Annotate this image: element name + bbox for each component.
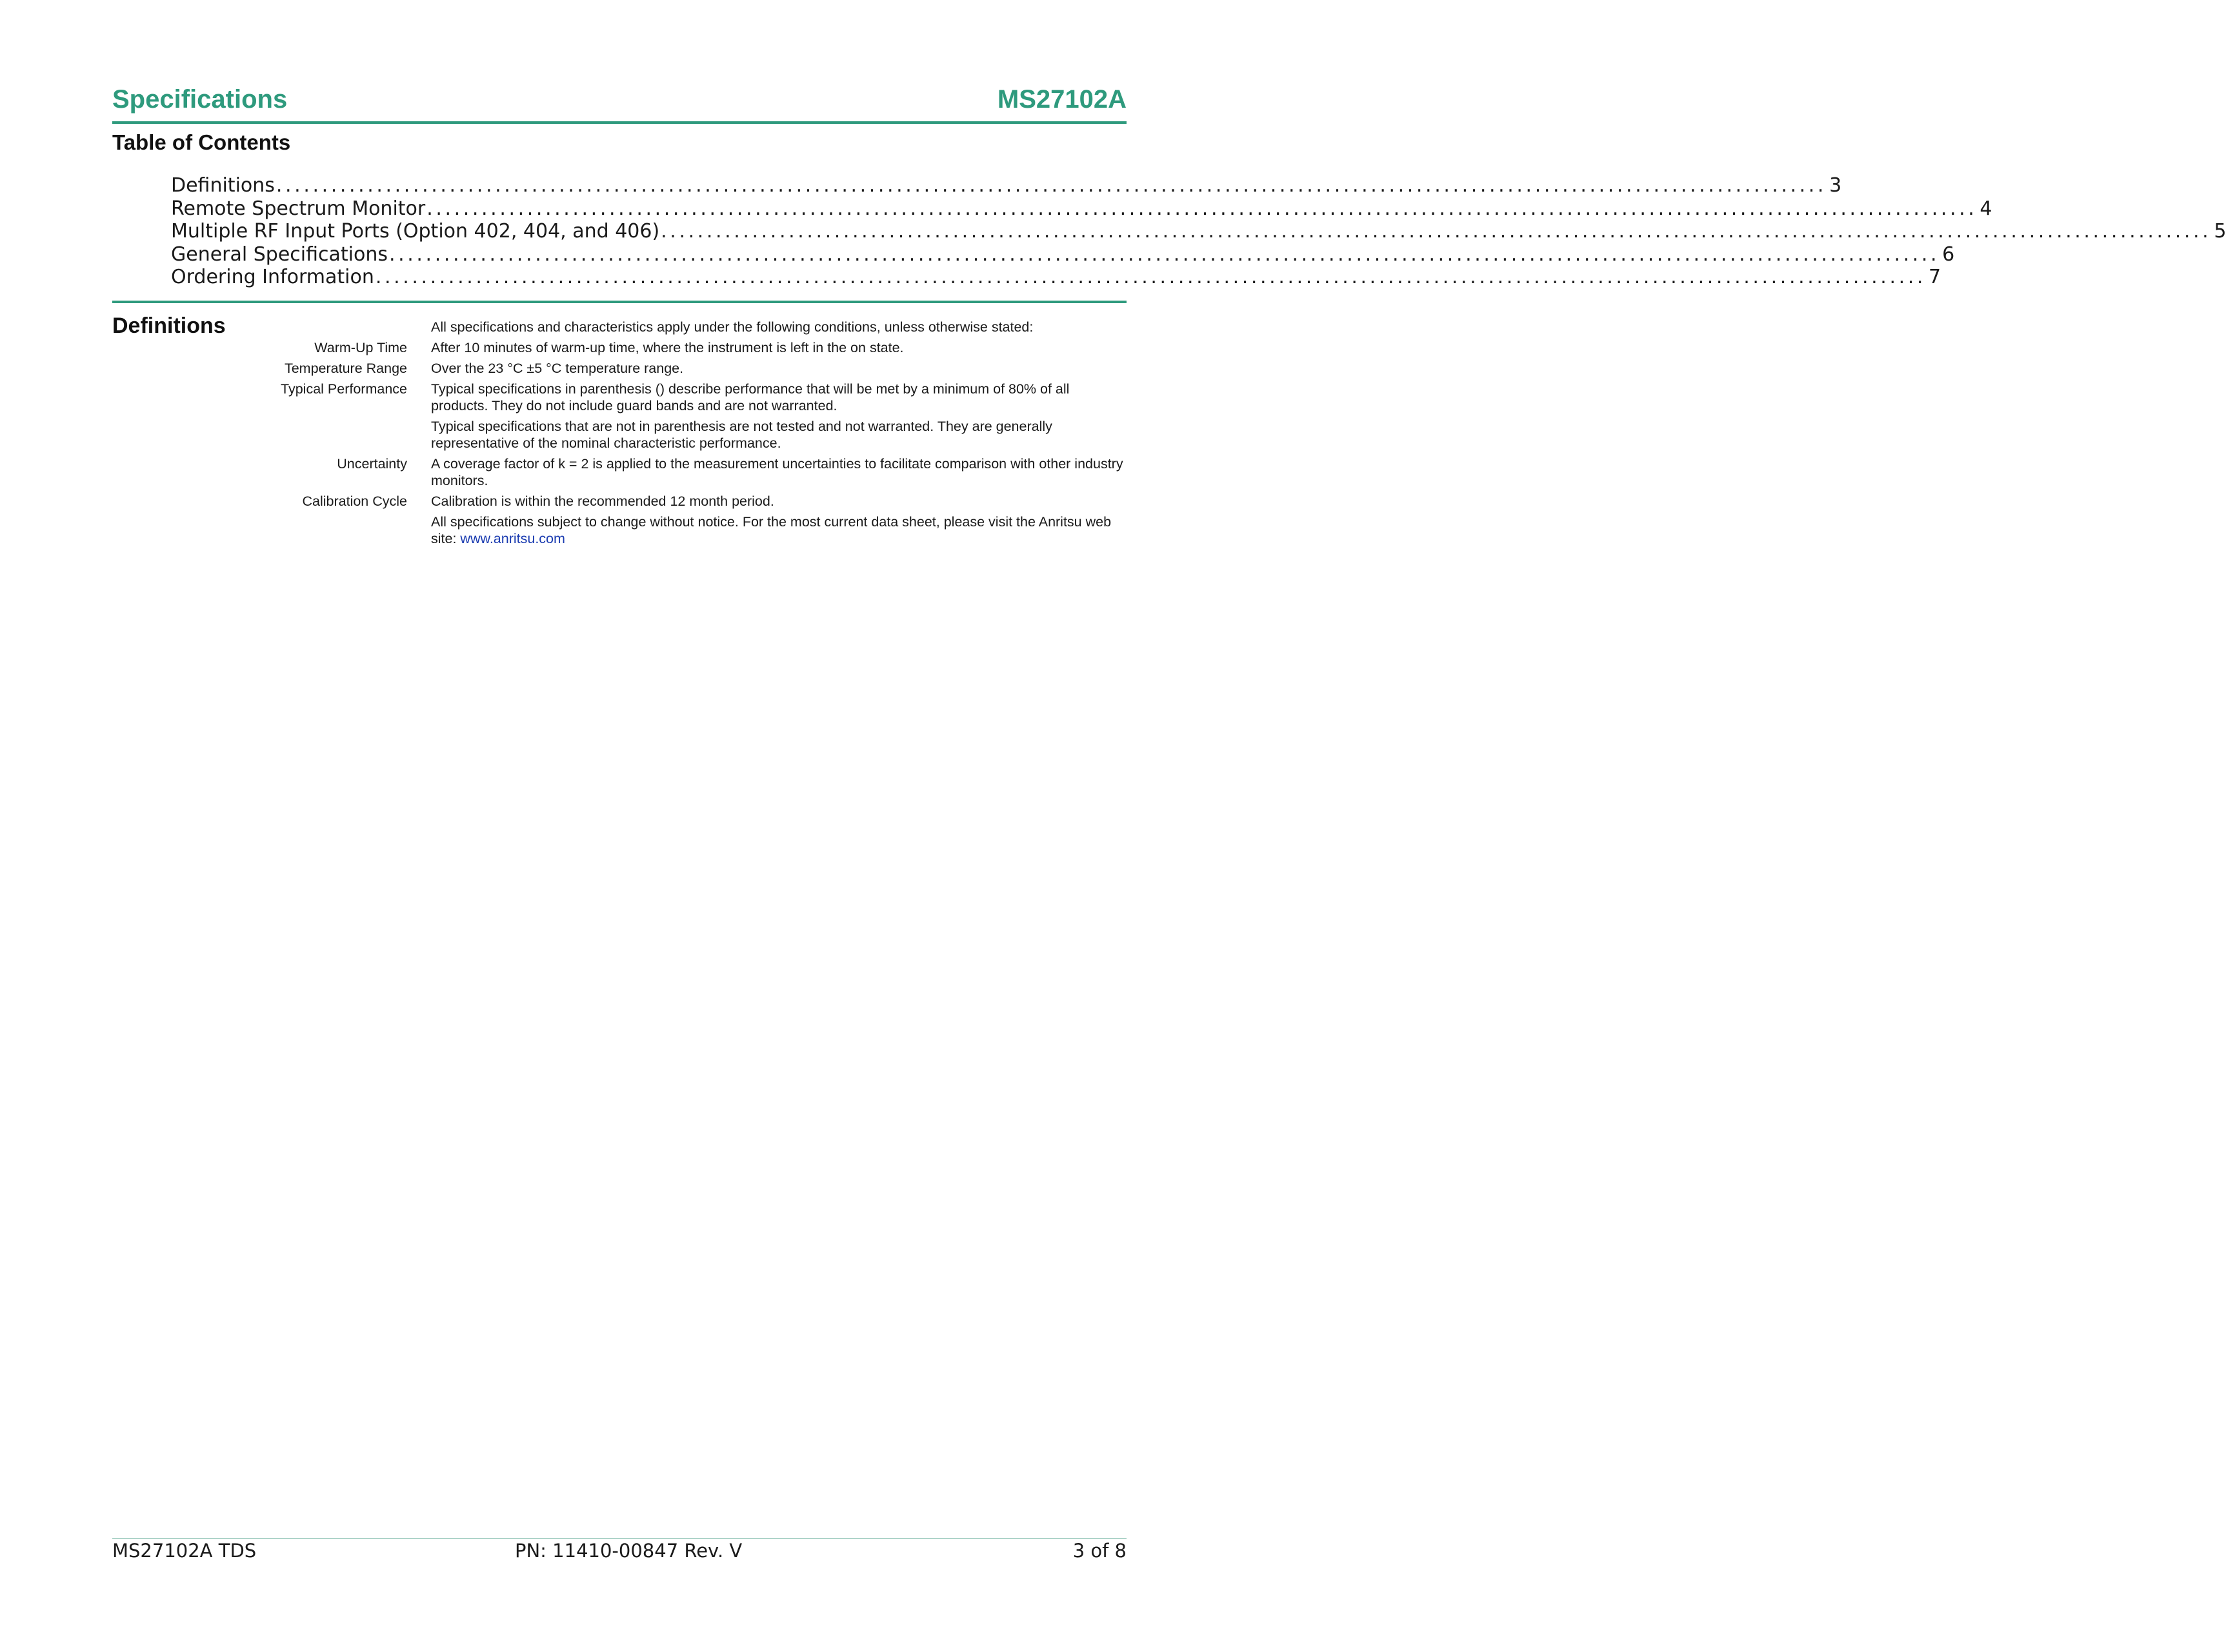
anritsu-website-link[interactable]: www.anritsu.com — [460, 531, 565, 546]
section-title: Specifications — [112, 85, 288, 114]
toc-leader-dots: .......................................................................................................................................................................... — [426, 197, 1978, 220]
definition-row — [112, 339, 1127, 356]
definition-desc: A coverage factor of k = 2 is applied to the measurement uncertainties to facilitate comparison with other industry monitors. — [431, 456, 1123, 488]
toc-entry-label: Multiple RF Input Ports (Option 402, 404, and 406) — [171, 220, 660, 243]
toc-entry-page: 5 — [2214, 220, 2226, 243]
toc-entry-label: General Specifications — [171, 243, 388, 266]
toc-entry-page: 7 — [1929, 266, 1941, 289]
toc-leader-dots: .......................................................................................................................................................................... — [661, 220, 2212, 243]
definition-desc: Over the 23 °C ±5 °C temperature range. — [431, 361, 684, 376]
toc-entry-label: Remote Spectrum Monitor — [171, 197, 426, 220]
page-number: 3 of 8 — [1072, 1540, 1127, 1562]
toc-leader-dots: .......................................................................................................................................................................... — [375, 266, 1926, 289]
definition-row — [112, 381, 1127, 414]
definition-row — [112, 319, 1127, 335]
definition-term: Warm-Up Time — [314, 340, 407, 355]
toc-entry[interactable] — [171, 197, 1992, 221]
definition-desc: After 10 minutes of warm-up time, where the instrument is left in the on state. — [431, 340, 904, 355]
definition-term: Temperature Range — [284, 361, 407, 376]
toc-leader-dots: .......................................................................................................................................................................... — [389, 243, 1940, 266]
definition-term — [112, 319, 407, 335]
definition-desc: Typical specifications that are not in parenthesis are not tested and not warranted. They are generally representative of the nominal characteristic performance. — [431, 419, 1052, 451]
definitions-heading: Definitions — [112, 313, 226, 338]
toc-entry-page: 4 — [1980, 197, 1992, 220]
toc-leader-dots: .......................................................................................................................................................................... — [276, 174, 1827, 197]
definition-row — [112, 360, 1127, 377]
definition-row — [112, 455, 1127, 489]
definition-term: Calibration Cycle — [302, 493, 407, 509]
definition-term: Uncertainty — [337, 456, 407, 472]
definition-desc: Calibration is within the recommended 12 month period. — [431, 493, 774, 509]
definition-term — [112, 418, 407, 452]
toc-entry-label: Definitions — [171, 174, 275, 197]
definition-row — [112, 513, 1127, 547]
toc-entry[interactable] — [171, 266, 1941, 289]
part-number: PN: 11410-00847 Rev. V — [515, 1540, 743, 1562]
definition-desc: Typical specifications in parenthesis () describe performance that will be met by a minimum of 80% of all products. They do not include guard bands and are not warranted. — [431, 381, 1070, 413]
toc-entry[interactable] — [171, 220, 2226, 243]
definitions-note-block — [431, 513, 1127, 547]
toc-list — [171, 174, 2226, 289]
section-divider — [112, 301, 1127, 303]
definitions-note: All specifications subject to change without notice. For the most current data sheet, please visit the Anritsu web site: — [431, 514, 1112, 546]
definition-term: Typical Performance — [281, 381, 407, 397]
definitions-intro: All specifications and characteristics apply under the following conditions, unless otherwise stated: — [431, 319, 1034, 335]
toc-entry[interactable] — [171, 243, 1955, 266]
page-header — [112, 76, 1127, 124]
toc-entry-page: 6 — [1942, 243, 1955, 266]
toc-entry[interactable] — [171, 174, 1842, 197]
page-footer — [112, 1540, 1127, 1566]
definition-term — [112, 513, 407, 547]
document-name: MS27102A TDS — [112, 1540, 257, 1562]
definition-row — [112, 493, 1127, 510]
toc-heading: Table of Contents — [112, 130, 291, 154]
product-name: MS27102A — [997, 85, 1127, 114]
definitions-table — [112, 319, 1127, 551]
toc-entry-label: Ordering Information — [171, 266, 374, 289]
toc-entry-page: 3 — [1829, 174, 1842, 197]
definition-row — [112, 418, 1127, 452]
